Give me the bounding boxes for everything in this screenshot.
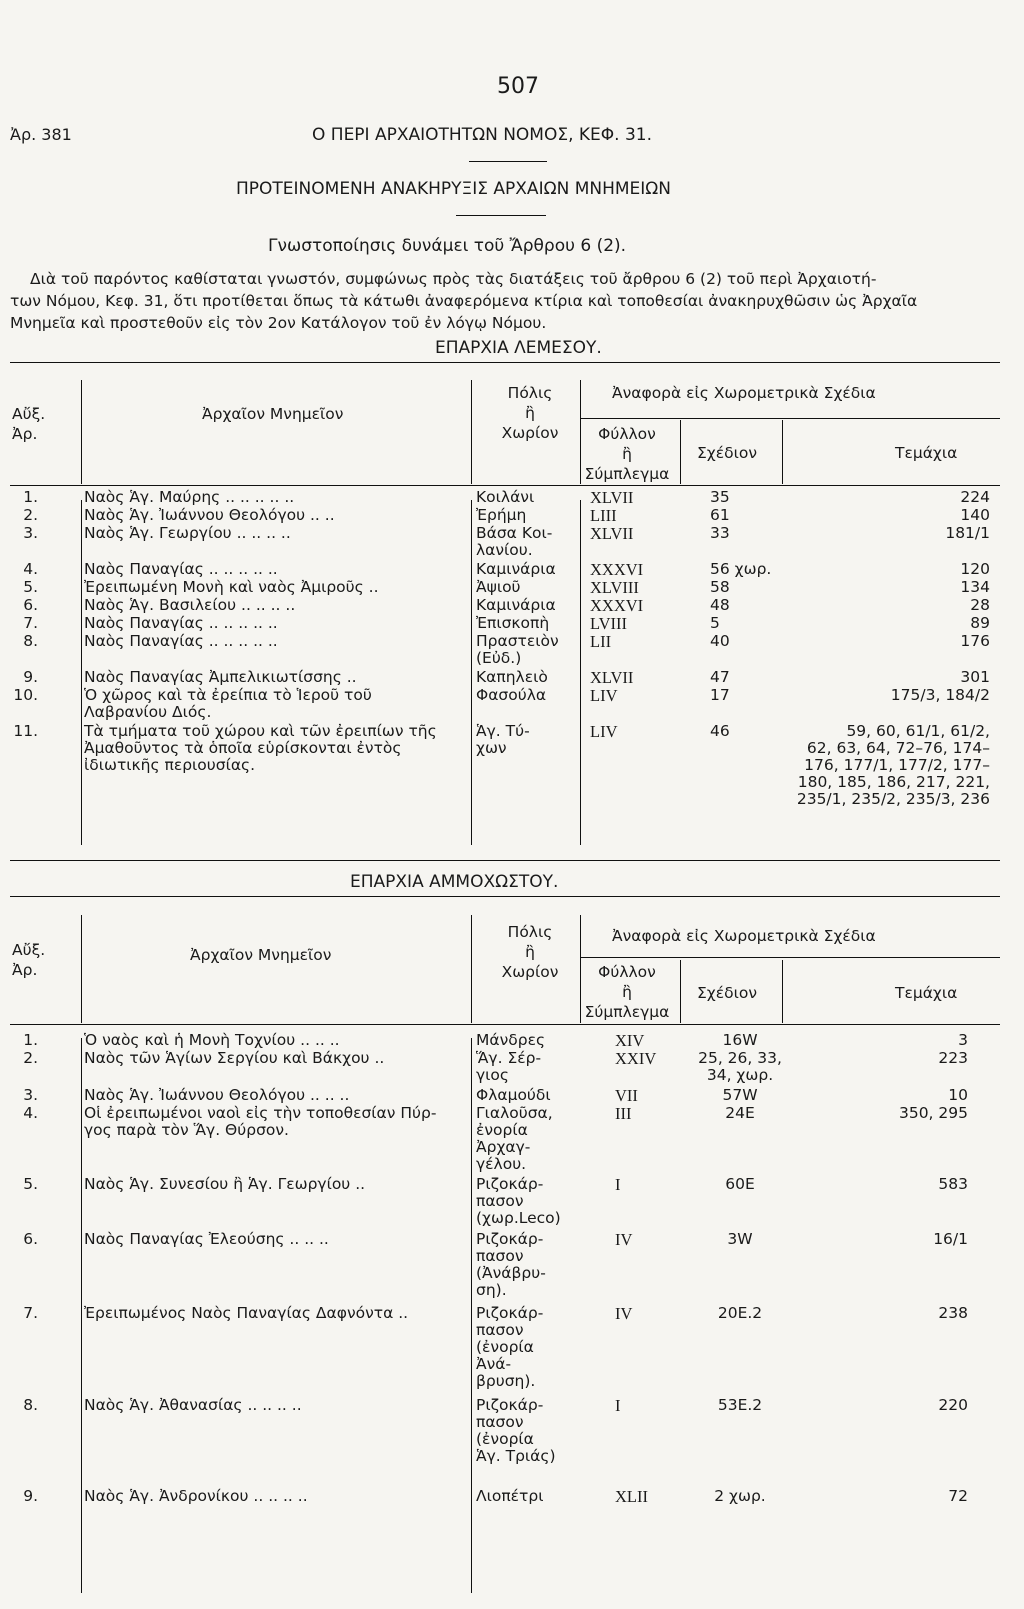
sheet-ref: XIV: [615, 1031, 645, 1050]
plots-ref: 583: [938, 1175, 968, 1193]
monument-name: Ὁ χῶρος καὶ τὰ ἐρείπια τὸ Ἱεροῦ τοῦ Λαβρανίου Διός.: [84, 686, 372, 721]
plots-ref: 175/3, 184/2: [890, 686, 990, 704]
header-subrule: [580, 957, 1000, 958]
town-or-village: Καμινάρια: [476, 596, 556, 614]
row-number: 6.: [23, 1230, 38, 1248]
col-monument-header: Ἀρχαῖον Μνημεῖον: [190, 946, 332, 964]
page-number: 507: [497, 74, 539, 99]
row-number: 4.: [23, 1104, 38, 1122]
sheet-ref: LIII: [590, 506, 617, 525]
col-no-header: Αὔξ. Ἀρ.: [12, 405, 46, 444]
notice-title: ΠΡΟΤΕΙΝΟΜΕΝΗ ΑΝΑΚΗΡΥΞΙΣ ΑΡΧΑΙΩΝ ΜΝΗΜΕΙΩΝ: [236, 179, 671, 199]
row-number: 7.: [23, 614, 38, 632]
monument-name: Ναὸς Ἁγ. Γεωργίου .. .. .. ..: [84, 524, 291, 542]
row-number: 5.: [23, 1175, 38, 1193]
monument-name: Τὰ τμήματα τοῦ χώρου καὶ τῶν ἐρειπίων τῆς Ἀμαθοῦντος τὰ ὁποῖα εὑρίσκονται ἐντὸς ἰδιωτικῆς περιουσίας.: [84, 722, 437, 774]
town-or-village: Φλαμούδι: [476, 1086, 551, 1104]
town-or-village: Ἐρήμη: [476, 506, 527, 524]
header-divider: [680, 420, 681, 484]
plan-ref: 47: [710, 668, 730, 686]
monument-name: Ναὸς Παναγίας .. .. .. .. ..: [84, 632, 278, 650]
col-sheet-header: Φύλλον ἢ Σύμπλεγμα: [584, 425, 670, 484]
town-or-village: Γιαλοῦσα, ἐνορία Ἀρχαγ- γέλου.: [476, 1104, 553, 1173]
table-top-rule: [10, 362, 1000, 363]
monument-name: Ὁ ναὸς καὶ ἡ Μονὴ Τοχνίου .. .. ..: [84, 1031, 340, 1049]
row-number: 1.: [23, 1031, 38, 1049]
monument-name: Ναὸς τῶν Ἁγίων Σεργίου καὶ Βάκχου ..: [84, 1049, 385, 1067]
sheet-ref: VII: [615, 1086, 638, 1105]
town-or-village: Καμινάρια: [476, 560, 556, 578]
row-number: 5.: [23, 578, 38, 596]
article-reference: Ἀρ. 381: [10, 125, 72, 144]
col-ref-header: Ἀναφορὰ εἰς Χωρομετρικὰ Σχέδια: [612, 384, 876, 402]
column-divider: [471, 500, 472, 845]
row-number: 1.: [23, 488, 38, 506]
plan-ref: 20E.2: [717, 1304, 763, 1322]
col-no-header: Αὔξ. Ἀρ.: [12, 941, 46, 980]
town-or-village: Καπηλειὸ: [476, 668, 548, 686]
plots-ref: 28: [970, 596, 990, 614]
sheet-ref: I: [615, 1396, 621, 1415]
column-divider: [471, 1038, 472, 1593]
monument-name: Οἱ ἐρειπωμένοι ναοὶ εἰς τὴν τοποθεσίαν Πύρ- γος παρὰ τὸν Ἅγ. Θύρσον.: [84, 1104, 437, 1139]
plots-ref: 176: [960, 632, 990, 650]
intro-line: των Νόμου, Κεφ. 31, ὅτι προτίθεται ὅπως τὰ κάτωθι ἀναφερόμενα κτίρια καὶ τοποθεσίαι ἀνακηρυχθῶσιν ὡς Ἀρχαῖα: [10, 292, 918, 310]
plots-ref: 3: [958, 1031, 968, 1049]
sheet-ref: IV: [615, 1304, 633, 1323]
sheet-ref: LII: [590, 632, 612, 651]
row-number: 9.: [23, 1487, 38, 1505]
row-number: 7.: [23, 1304, 38, 1322]
sheet-ref: XXXVI: [590, 596, 644, 615]
row-number: 4.: [23, 560, 38, 578]
plan-ref: 48: [710, 596, 730, 614]
plots-ref: 223: [938, 1049, 968, 1067]
monument-name: Ναὸς Παναγίας .. .. .. .. ..: [84, 614, 278, 632]
plan-ref: 17: [710, 686, 730, 704]
monument-name: Ναὸς Ἁγ. Συνεσίου ἢ Ἁγ. Γεωργίου ..: [84, 1175, 366, 1193]
row-number: 2.: [23, 1049, 38, 1067]
town-or-village: Βάσα Κοι- λανίου.: [476, 524, 553, 559]
monument-name: Ναὸς Ἁγ. Βασιλείου .. .. .. ..: [84, 596, 296, 614]
section-title-ammochostos: ΕΠΑΡΧΙΑ ΑΜΜΟΧΩΣΤΟΥ.: [350, 872, 559, 892]
plan-ref: 57W: [722, 1086, 758, 1104]
col-plan-header: Σχέδιον: [697, 984, 757, 1002]
section-rule: [10, 860, 1000, 861]
header-divider: [471, 915, 472, 1023]
plan-ref: 58: [710, 578, 730, 596]
plan-ref: 24E: [725, 1104, 755, 1122]
row-number: 10.: [13, 686, 38, 704]
sheet-ref: XLVIII: [590, 578, 639, 597]
notice-subtitle: Γνωστοποίησις δυνάμει τοῦ Ἄρθρου 6 (2).: [268, 236, 627, 256]
row-number: 11.: [13, 722, 38, 740]
plan-ref: 60E: [725, 1175, 755, 1193]
sheet-ref: LIV: [590, 722, 618, 741]
sheet-ref: XLVII: [590, 668, 634, 687]
plan-ref: 2 χωρ.: [714, 1487, 766, 1505]
header-subrule: [580, 418, 1000, 419]
col-town-header: Πόλις ἢ Χωρίον: [501, 384, 559, 443]
header-bottom-rule: [10, 1024, 1000, 1025]
monument-name: Ναὸς Ἁγ. Ἀνδρονίκου .. .. .. ..: [84, 1487, 308, 1505]
plan-ref: 53E.2: [717, 1396, 763, 1414]
sheet-ref: IV: [615, 1230, 633, 1249]
sheet-ref: XLVII: [590, 488, 634, 507]
monument-name: Ναὸς Παναγίας Ἐλεούσης .. .. ..: [84, 1230, 329, 1248]
col-monument-header: Ἀρχαῖον Μνημεῖον: [202, 405, 344, 423]
plan-ref: 3W: [727, 1230, 753, 1248]
row-number: 6.: [23, 596, 38, 614]
col-ref-header: Ἀναφορὰ εἰς Χωρομετρικὰ Σχέδια: [612, 927, 876, 945]
town-or-village: Πραστειὸν (Εὐδ.): [476, 632, 559, 667]
town-or-village: Κοιλάνι: [476, 488, 535, 506]
town-or-village: Ριζοκάρ- πασον (χωρ.Leco): [476, 1175, 561, 1227]
plots-ref: 224: [960, 488, 990, 506]
law-title: Ο ΠΕΡΙ ΑΡΧΑΙΟΤΗΤΩΝ ΝΟΜΟΣ, ΚΕΦ. 31.: [312, 125, 652, 145]
monument-name: Ναὸς Ἁγ. Ἰωάννου Θεολόγου .. .. ..: [84, 1086, 350, 1104]
title-rule-1: [469, 161, 547, 162]
col-sheet-header: Φύλλον ἢ Σύμπλεγμα: [584, 963, 670, 1022]
plots-ref: 220: [938, 1396, 968, 1414]
title-rule-2: [456, 215, 546, 216]
sheet-ref: III: [615, 1104, 632, 1123]
row-number: 2.: [23, 506, 38, 524]
table-top-rule: [10, 896, 1000, 897]
intro-line: Διὰ τοῦ παρόντος καθίσταται γνωστόν, συμφώνως πρὸς τὰς διατάξεις τοῦ ἄρθρου 6 (2) τοῦ περὶ Ἀρχαιοτή-: [30, 270, 877, 288]
town-or-village: Φασούλα: [476, 686, 547, 704]
plan-ref: 46: [710, 722, 730, 740]
col-plan-header: Σχέδιον: [697, 444, 757, 462]
monument-name: Ἐρειπωμένη Μονὴ καὶ ναὸς Ἀμιροῦς ..: [84, 578, 379, 596]
plan-ref: 33: [710, 524, 730, 542]
row-number: 8.: [23, 1396, 38, 1414]
col-plots-header: Τεμάχια: [895, 984, 958, 1002]
monument-name: Ναὸς Ἁγ. Ἀθανασίας .. .. .. ..: [84, 1396, 302, 1414]
row-number: 9.: [23, 668, 38, 686]
monument-name: Ναὸς Παναγίας Ἀμπελικιωτίσσης ..: [84, 668, 357, 686]
plots-ref: 134: [960, 578, 990, 596]
plots-ref: 301: [960, 668, 990, 686]
town-or-village: Ἁγ. Τύ- χων: [476, 722, 530, 757]
header-bottom-rule: [10, 485, 1000, 486]
sheet-ref: XLII: [615, 1487, 648, 1506]
town-or-village: Μάνδρες: [476, 1031, 546, 1049]
town-or-village: Ἅγ. Σέρ- γιος: [476, 1049, 542, 1084]
plots-ref: 16/1: [933, 1230, 968, 1248]
row-number: 8.: [23, 632, 38, 650]
intro-line: Μνημεῖα καὶ προστεθοῦν εἰς τὸν 2ον Κατάλογον τοῦ ἐν λόγῳ Νόμου.: [10, 314, 547, 332]
row-number: 3.: [23, 1086, 38, 1104]
monument-name: Ναὸς Παναγίας .. .. .. .. ..: [84, 560, 278, 578]
plots-ref: 72: [948, 1487, 968, 1505]
col-town-header: Πόλις ἢ Χωρίον: [501, 923, 559, 982]
sheet-ref: XLVII: [590, 524, 634, 543]
header-divider: [782, 420, 783, 484]
plan-ref: 5: [710, 614, 720, 632]
header-divider: [81, 380, 82, 484]
town-or-village: Ἐπισκοπὴ: [476, 614, 550, 632]
header-divider: [580, 915, 581, 1023]
sheet-ref: XXXVI: [590, 560, 644, 579]
header-divider: [471, 380, 472, 484]
plots-ref: 238: [938, 1304, 968, 1322]
column-divider: [580, 500, 581, 845]
town-or-village: Ριζοκάρ- πασον (ἐνορία Ἁγ. Τριάς): [476, 1396, 556, 1465]
plan-ref: 25, 26, 33, 34, χωρ.: [698, 1049, 782, 1084]
plots-ref: 350, 295: [898, 1104, 968, 1122]
column-divider: [81, 500, 82, 845]
town-or-village: Ἀψιοῦ: [476, 578, 521, 596]
town-or-village: Λιοπέτρι: [476, 1487, 544, 1505]
sheet-ref: LVIII: [590, 614, 627, 633]
plan-ref: 35: [710, 488, 730, 506]
town-or-village: Ριζοκάρ- πασον (Ἀνάβρυ- ση).: [476, 1230, 546, 1299]
section-title-lemesos: ΕΠΑΡΧΙΑ ΛΕΜΕΣΟΥ.: [435, 338, 602, 358]
header-divider: [580, 380, 581, 484]
plots-ref: 59, 60, 61/1, 61/2, 62, 63, 64, 72–76, 174– 176, 177/1, 177/2, 177– 180, 185, 186, 217, 221, 235/1, 235/2, 235/3, 236: [796, 722, 990, 808]
sheet-ref: I: [615, 1175, 621, 1194]
plan-ref: 16W: [722, 1031, 758, 1049]
header-divider: [782, 960, 783, 1023]
header-divider: [680, 960, 681, 1023]
plots-ref: 181/1: [945, 524, 990, 542]
plots-ref: 140: [960, 506, 990, 524]
header-divider: [81, 915, 82, 1023]
monument-name: Ναὸς Ἁγ. Μαύρης .. .. .. .. ..: [84, 488, 295, 506]
plots-ref: 120: [960, 560, 990, 578]
sheet-ref: XXIV: [615, 1049, 657, 1068]
plots-ref: 10: [948, 1086, 968, 1104]
town-or-village: Ριζοκάρ- πασον (ἐνορία Ἀνά- βρυση).: [476, 1304, 544, 1390]
monument-name: Ἐρειπωμένος Ναὸς Παναγίας Δαφνόντα ..: [84, 1304, 409, 1322]
row-number: 3.: [23, 524, 38, 542]
col-plots-header: Τεμάχια: [895, 444, 958, 462]
plan-ref: 61: [710, 506, 730, 524]
sheet-ref: LIV: [590, 686, 618, 705]
monument-name: Ναὸς Ἁγ. Ἰωάννου Θεολόγου .. ..: [84, 506, 335, 524]
plan-ref: 56 χωρ.: [710, 560, 772, 578]
plan-ref: 40: [710, 632, 730, 650]
plots-ref: 89: [970, 614, 990, 632]
column-divider: [81, 1038, 82, 1593]
